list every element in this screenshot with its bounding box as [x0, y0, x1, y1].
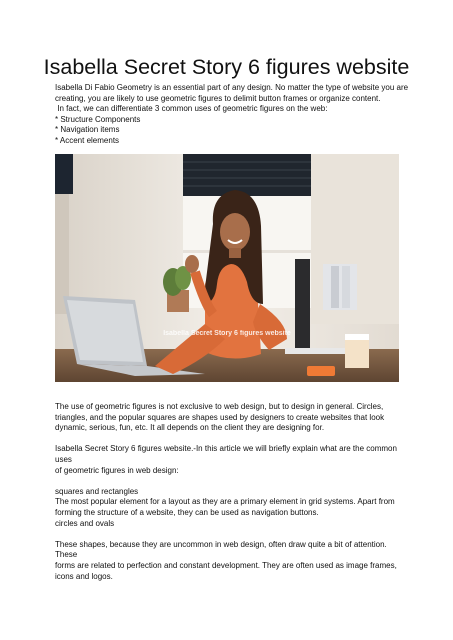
- text-line: icons and logos.: [55, 571, 113, 581]
- text-line: These shapes, because they are uncommon in web design, often draw quite a bit of attention. These: [55, 539, 387, 560]
- text-line: Isabella Secret Story 6 figures website.-In this article we will briefly explain what are the common uses: [55, 444, 397, 464]
- image-watermark: Isabella Secret Story 6 figures website: [163, 330, 291, 337]
- text-line: The most popular element for a layout as they are a primary element in grid systems. Apart from: [55, 497, 395, 507]
- text-line: The use of geometric figures is not exclusive to web design, but to design in general. Circles,: [55, 402, 384, 411]
- office-photo: [55, 154, 399, 382]
- paragraph: [55, 402, 405, 434]
- intro-paragraph: [55, 83, 409, 147]
- intro-line: Isabella Di Fabio Geometry is an essential part of any design. No matter the type of website you are: [55, 83, 409, 92]
- text-line: dynamic, serious, fun, etc. It all depends on the client they are designing for.: [55, 423, 325, 433]
- paragraph: [55, 444, 405, 476]
- intro-line: In fact, we can differentiate 3 common uses of geometric figures on the web:: [55, 104, 328, 114]
- text-line: forming the structure of a website, they can be used as navigation buttons.: [55, 507, 319, 517]
- bullet-item: * Structure Components: [55, 114, 141, 124]
- subheading: circles and ovals: [55, 518, 115, 528]
- paragraph: [55, 540, 405, 582]
- bullet-item: * Navigation items: [55, 125, 120, 135]
- document-title: Isabella Secret Story 6 figures website: [43, 55, 410, 79]
- paragraph: [55, 487, 405, 529]
- text-line: triangles, and the popular squares are shapes used by designers to create websites that look: [55, 412, 385, 422]
- subheading: squares and rectangles: [55, 486, 139, 496]
- bullet-item: * Accent elements: [55, 135, 120, 145]
- text-line: of geometric figures in web design:: [55, 465, 179, 475]
- intro-line: creating, you are likely to use geometric figures to delimit button frames or organize content.: [55, 93, 381, 103]
- text-line: forms are related to perfection and constant development. They are often used as image frames,: [55, 560, 397, 570]
- article-body: [55, 402, 405, 582]
